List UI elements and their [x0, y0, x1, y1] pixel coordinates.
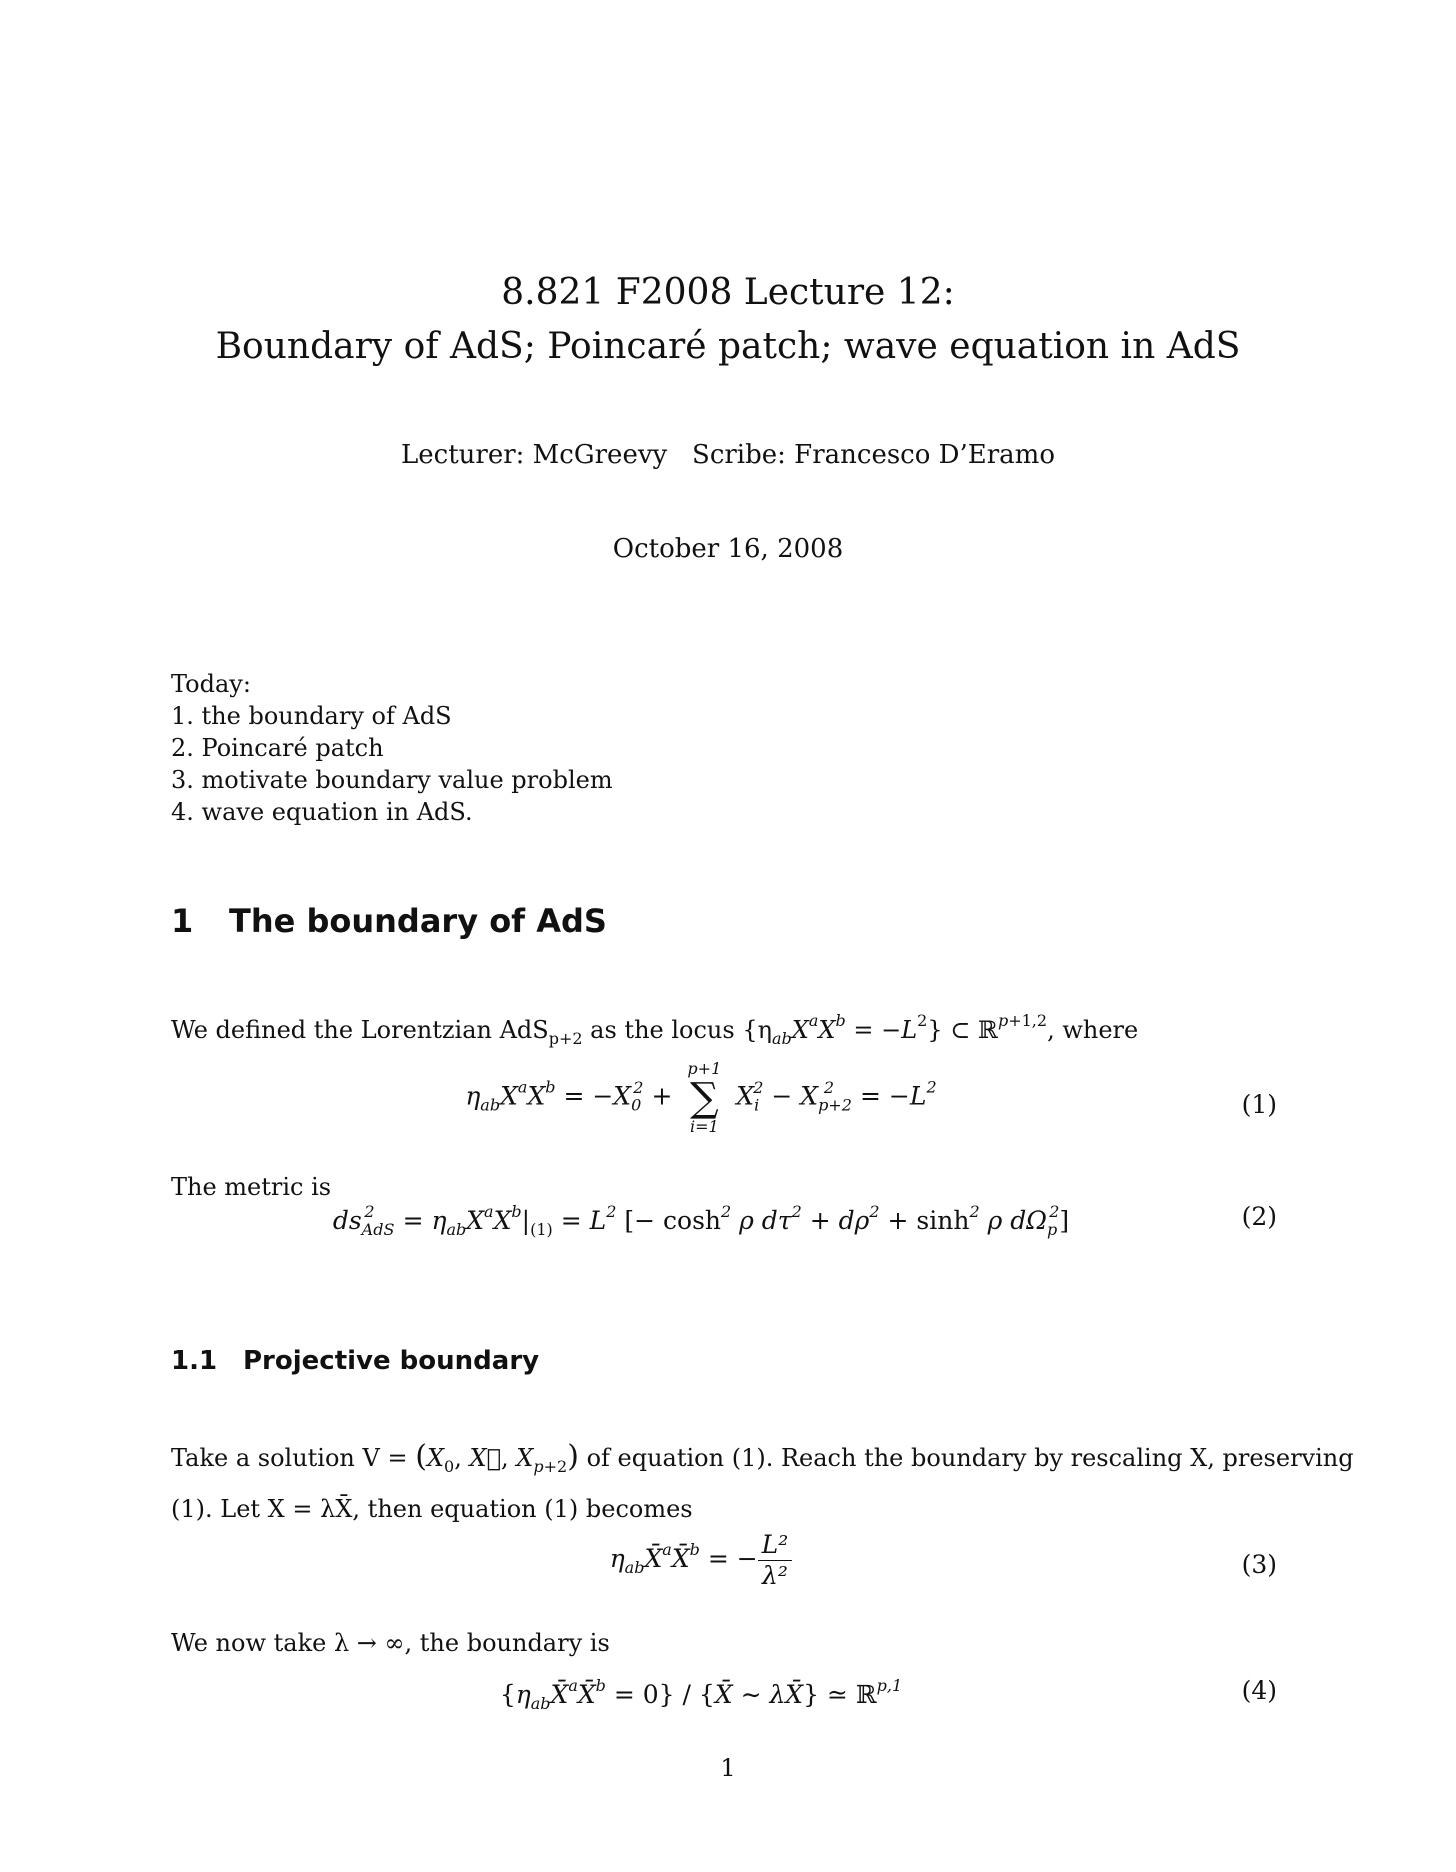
today-heading: Today:: [171, 670, 251, 698]
section-heading: [171, 902, 607, 940]
fraction: $\frac{\text{L²}}{\text{λ²}}$: [758, 1530, 793, 1591]
date: October 16, 2008: [612, 534, 844, 564]
metric-intro: The metric is: [171, 1173, 332, 1201]
subsection-number: 1.1: [171, 1346, 218, 1376]
today-item-2: 2. Poincaré patch: [171, 734, 384, 762]
subsection-title: Projective boundary: [243, 1346, 540, 1376]
equation-2-tag: (2): [1241, 1202, 1277, 1231]
equation-3: $\eta_{ab}X̄^aX̄^b$ = − $\frac{\text{L²}}{\text{λ²}}$ (3): [609, 1530, 1277, 1590]
today-item-4: 4. wave equation in AdS.: [171, 798, 473, 826]
today-item-3: 3. motivate boundary value problem: [171, 766, 613, 794]
section-number: 1: [171, 902, 194, 940]
equation-1-tag: (1): [1241, 1090, 1277, 1119]
equation-4-tag: (4): [1241, 1676, 1277, 1705]
today-item-1: 1. the boundary of AdS: [171, 702, 452, 730]
paragraph-projective: Take a solution $V = (X_0$, X⃗, $X_{p+2}$) of equation (1). Reach the boundary by rescaling X, preserving (1). Let X = λX̄, then equation (1) becomes: [171, 1439, 1354, 1523]
subsection-heading: [171, 1346, 539, 1376]
equation-4: $\{\eta_{ab}X̄^aX̄^b = 0\}$ / {X̄ ∼ λX̄} ≃ ℝ$^{p,1}$ (4): [499, 1676, 1277, 1713]
section-title: The boundary of AdS: [229, 902, 607, 940]
paragraph-locus: We defined the Lorentzian AdS$_{p+2}$ as the locus $\{\eta_{ab}X^aX^b = -L^2\}$ ⊂ ℝ$^{p+1,2}$, where: [171, 1011, 1139, 1048]
equation-1: $\eta_{ab}X^aX^b = -X_0^2$ + p+1 ∑ i=1 $X_i^2 - X_{p+2}^2 = -L^2$ (1): [465, 1059, 1277, 1136]
authors: Lecturer: McGreevy Scribe: Francesco D’Eramo: [401, 440, 1055, 470]
today-list: [171, 668, 613, 828]
title-line-1: 8.821 F2008 Lecture 12:: [501, 272, 955, 313]
equation-3-tag: (3): [1241, 1550, 1277, 1579]
page-number: 1: [720, 1754, 736, 1782]
equation-2: $ds_{AdS}^2 = \eta_{ab}X^aX^b|_{(1)} = L^2$ [− $\cosh^2 \rho$ $d\tau^2 + d\rho^2 + \sinh^2 \rho$ $d\Omega_p^2$] (2): [332, 1202, 1277, 1239]
sum-symbol: p+1 ∑ i=1: [687, 1059, 722, 1136]
paragraph-limit: We now take λ → ∞, the boundary is: [171, 1629, 610, 1657]
title-line-2: Boundary of AdS; Poincaré patch; wave equation in AdS: [215, 326, 1241, 367]
